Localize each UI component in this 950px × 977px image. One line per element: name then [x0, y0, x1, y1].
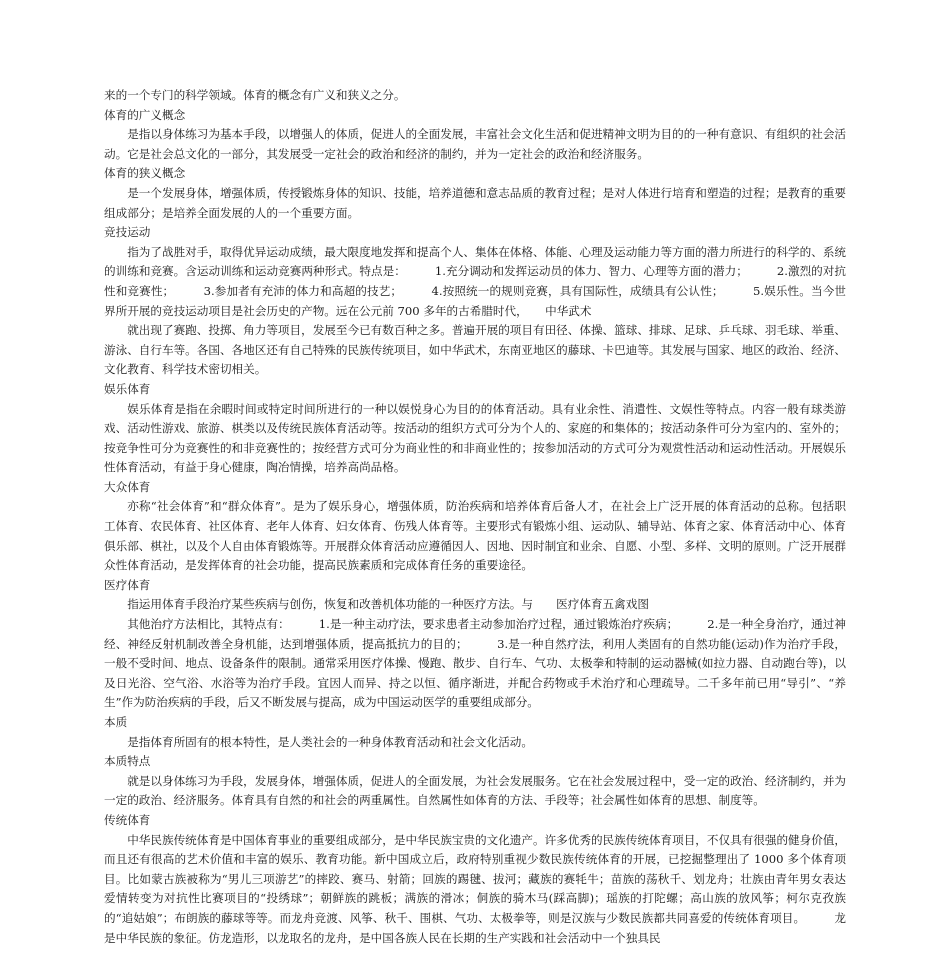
section-heading: 竞技运动 [104, 225, 151, 240]
section-medical-sports [104, 576, 846, 713]
section-essence [104, 713, 846, 752]
section-paragraph: 是一个发展身体，增强体质，传授锻炼身体的知识、技能，培养道德和意志品质的教育过程；是对人体进行培育和塑造的过程；是教育的重要组成部分；是培养全面发展的人的一个重要方面。 [104, 185, 847, 220]
section-paragraph: 就是以身体练习为手段，发展身体，增强体质，促进人的全面发展，为社会发展服务。它在社会发展过程中，受一定的政治、经济制约，并为一定的政治、经济服务。体育具有自然的和社会的两重属性。自然属性如体育的方法、手段等；社会属性如体育的思想、制度等。 [104, 773, 847, 808]
section-competitive-sports [104, 223, 846, 380]
section-heading: 体育的狭义概念 [104, 166, 186, 181]
document-page [104, 86, 846, 948]
section-essential-features [104, 752, 846, 811]
section-heading: 传统体育 [104, 812, 151, 827]
section-paragraph: 指为了战胜对手，取得优异运动成绩，最大限度地发挥和提高个人、集体在体格、体能、心理及运动能力等方面的潜力所进行的科学的、系统的训练和竞赛。含运动训练和运动竞赛两种形式。特点是： 1.充分调动和发挥运动员的体力、智力、心理等方面的潜力； 2.激烈的对抗性和竞赛性； 3.参加者有充沛的体力和高超的技艺； 4.按照统一的规则竞赛，具有国际性，成绩具有公认性； 5.娱乐性。当今世界所开展的竞技运动项目是社会历史的产物。远在公元前 700 多年的古希腊时代， 中华武术 [104, 244, 847, 318]
section-heading: 体育的广义概念 [104, 107, 186, 122]
section-paragraph: 是指体育所固有的根本特性，是人类社会的一种身体教育活动和社会文化活动。 [127, 734, 533, 749]
section-heading: 本质 [104, 715, 128, 729]
section-traditional-sports [104, 811, 846, 948]
section-broad-concept [104, 106, 846, 165]
section-paragraph: 娱乐体育是指在余暇时间或特定时间所进行的一种以娱悦身心为目的的体育活动。具有业余性、消遣性、文娱性等特点。内容一般有球类游戏、活动性游戏、旅游、棋类以及传统民族体育活动等。按活动的组织方式可分为个人的、家庭的和集体的；按活动条件可分为室内的、室外的；按竞争性可分为竞赛性的和非竞赛性的；按经营方式可分为商业性的和非商业性的；按参加活动的方式可分为观赏性活动和运动性活动。开展娱乐性体育活动，有益于身心健康，陶冶情操，培养高尚品格。 [104, 401, 847, 475]
section-paragraph: 其他治疗方法相比，其特点有： 1.是一种主动疗法，要求患者主动参加治疗过程，通过锻炼治疗疾病； 2.是一种全身治疗，通过神经、神经反射机制改善全身机能，达到增强体质，提高抵抗力的目的； 3.是一种自然疗法，利用人类固有的自然功能(运动)作为治疗手段，一般不受时间、地点、设备条件的限制。通常采用医疗体操、慢跑、散步、自行车、气功、太极拳和特制的运动器械(如拉力器、自动跑台等)，以及日光浴、空气浴、水浴等为治疗手段。宜因人而异、持之以恒、循序渐进，并配合药物或手术治疗和心理疏导。二千多年前已用“导引”、“养生”作为防治疾病的手段，后又不断发展与提高，成为中国运动医学的重要组成部分。 [104, 617, 846, 710]
section-paragraph: 亦称“社会体育”和“群众体育”。是为了娱乐身心，增强体质，防治疾病和培养体育后备人才，在社会上广泛开展的体育活动的总称。包括职工体育、农民体育、社区体育、老年人体育、妇女体育、伤残人体育等。主要形式有锻炼小组、运动队、辅导站、体育之家、体育活动中心、体育俱乐部、棋社，以及个人自由体育锻炼等。开展群众体育活动应遵循因人、因地、因时制宜和业余、自愿、小型、多样、文明的原则。广泛开展群众性体育活动，是发挥体育的社会功能，提高民族素质和完成体育任务的重要途径。 [104, 499, 847, 573]
section-mass-sports [104, 478, 846, 576]
section-paragraph: 就出现了赛跑、投掷、角力等项目，发展至今已有数百种之多。普遍开展的项目有田径、体操、篮球、排球、足球、乒乓球、羽毛球、举重、游泳、自行车等。各国、各地区还有自己特殊的民族传统项目，如中华武术，东南亚地区的藤球、卡巴迪等。其发展与国家、地区的政治、经济、文化教育、科学技术密切相关。 [104, 323, 847, 377]
section-heading: 大众体育 [104, 479, 151, 494]
section-heading: 本质特点 [104, 754, 151, 769]
section-recreational-sports [104, 380, 846, 478]
section-paragraph: 是指以身体练习为基本手段，以增强人的体质，促进人的全面发展，丰富社会文化生活和促进精神文明为目的的一种有意识、有组织的社会活动。它是社会总文化的一部分，其发展受一定社会的政治和经济的制约，并为一定社会的政治和经济服务。 [104, 127, 847, 161]
section-heading: 医疗体育 [104, 577, 151, 592]
intro-line: 来的一个专门的科学领域。体育的概念有广义和狭义之分。 [104, 88, 406, 102]
section-narrow-concept [104, 164, 846, 223]
section-paragraph: 指运用体育手段治疗某些疾病与创伤，恢复和改善机体功能的一种医疗方法。与 医疗体育五禽戏图 [127, 597, 649, 612]
section-heading: 娱乐体育 [104, 381, 151, 396]
section-paragraph: 中华民族传统体育是中国体育事业的重要组成部分，是中华民族宝贵的文化遗产。许多优秀的民族传统体育项目，不仅具有很强的健身价值，而且还有很高的艺术价值和丰富的娱乐、教育功能。新中国成立后，政府特别重视少数民族传统体育的开展，已挖掘整理出了 1000 多个体育项目。比如蒙古族被称为“男儿三项游艺”的摔跤、赛马、射箭；回族的踢毽、拔河；藏族的赛牦牛；苗族的荡秋千、划龙舟；壮族由青年男女表达爱情转变为对抗性比赛项目的“投绣球”；朝鲜族的跳板；满族的滑冰；侗族的骑木马(踩高脚)；瑶族的打陀螺；高山族的放风筝；柯尔克孜族的“追姑娘”；布朗族的藤球等等。而龙舟竞渡、风筝、秋千、围棋、气功、太极拳等，则是汉族与少数民族都共同喜爱的传统体育项目。 龙是中华民族的象征。仿龙造形，以龙取名的龙舟，是中国各族人民在长期的生产实践和社会活动中一个独具民 [104, 832, 847, 945]
